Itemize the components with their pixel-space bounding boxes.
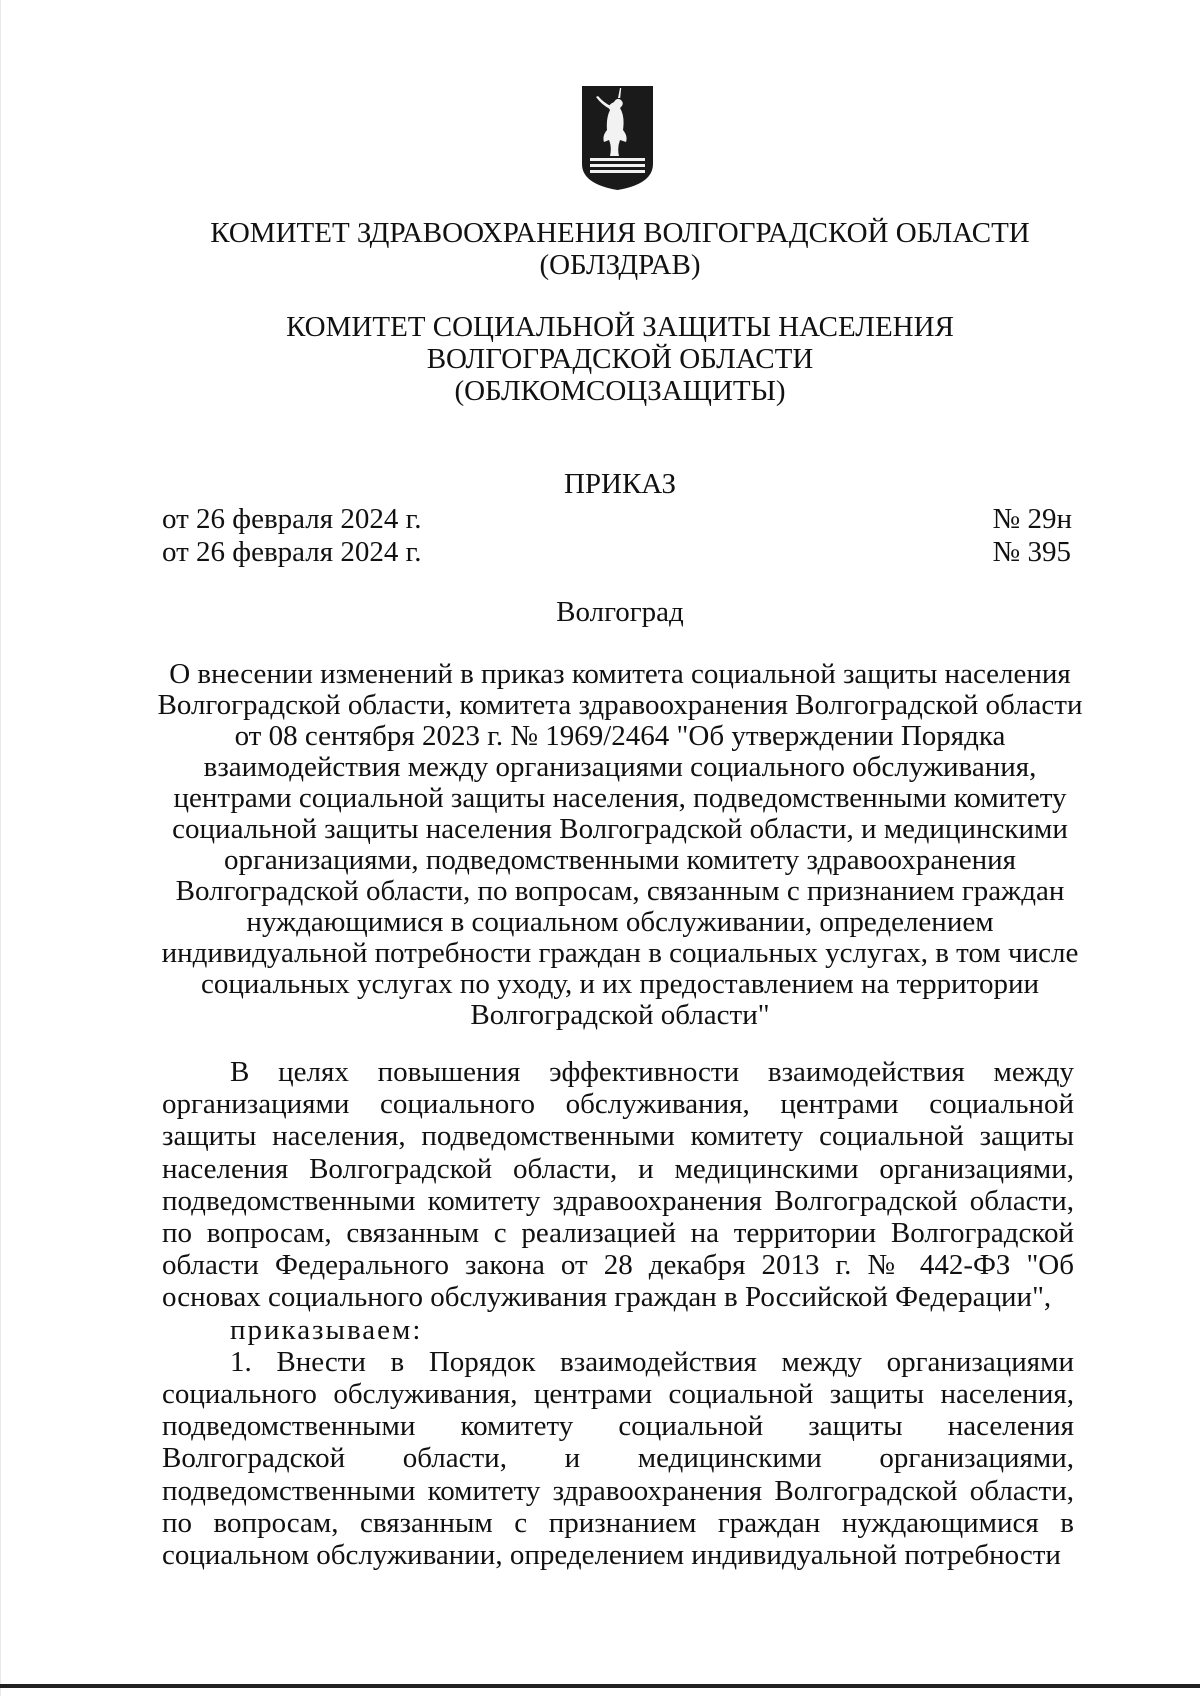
subject-line: индивидуальной потребности граждан в социальных услугах, в том числе	[161, 937, 1079, 969]
command-word: приказываем:	[230, 1313, 423, 1346]
org-name-social-line2: ВОЛГОГРАДСКОЙ ОБЛАСТИ	[426, 343, 814, 375]
subject-line: организациями, подведомственными комитету здравоохранения	[224, 844, 1016, 876]
order-numbers	[993, 503, 1072, 569]
subject-line: Волгоградской области, комитета здравоохранения Волгоградской области	[157, 689, 1083, 721]
order-body	[162, 1056, 1074, 1571]
city: Волгоград	[556, 596, 684, 628]
subject-line: нуждающимися в социальном обслуживании, определением	[246, 906, 994, 938]
order-date-1: от 26 февраля 2024 г.	[162, 503, 422, 535]
order-date-2: от 26 февраля 2024 г.	[162, 536, 422, 568]
subject-line: социальной защиты населения Волгоградской области, и медицинскими	[172, 813, 1068, 845]
order-subject	[0, 659, 1200, 1031]
subject-line: центрами социальной защиты населения, подведомственными комитету	[173, 782, 1067, 814]
order-dates	[162, 503, 421, 569]
subject-line: от 08 сентября 2023 г. № 1969/2464 "Об утверждении Порядка	[234, 720, 1006, 752]
preamble-paragraph: В целях повышения эффективности взаимодействия между организациями социального обслуживания, центрами социальной защиты населения, подведомственными комитету социальной защиты населения Волгоградской области, и медицинскими организациями, подведомственными комитету здравоохранения Волгоградской области, по вопросам, связанным с реализацией на территории Волгоградской области Федерального закона от 28 декабря 2013 г. № 442-ФЗ "Об основах социального обслуживания граждан в Российской Федерации",	[162, 1056, 1074, 1314]
order-number-2: № 395	[992, 536, 1071, 568]
item-1-paragraph: 1. Внести в Порядок взаимодействия между организациями социального обслуживания, центрами социальной защиты населения, подведомственными комитету социальной защиты населения Волгоградской области, и медицинскими организациями, подведомственными комитету здравоохранения Волгоградской области, по вопросам, связанным с признанием граждан нуждающимися в социальном обслуживании, определением индивидуальной потребности	[162, 1345, 1074, 1572]
org-name-health: КОМИТЕТ ЗДРАВООХРАНЕНИЯ ВОЛГОГРАДСКОЙ ОБЛАСТИ	[210, 217, 1030, 249]
volgograd-coat-of-arms-icon	[580, 84, 655, 192]
subject-line: О внесении изменений в приказ комитета социальной защиты населения	[169, 658, 1071, 690]
subject-line: взаимодействия между организациями социального обслуживания,	[203, 751, 1037, 783]
subject-line: социальных услугах по уходу, и их предоставлением на территории	[200, 968, 1040, 1000]
document-type: ПРИКАЗ	[563, 468, 677, 500]
order-number-1: № 29н	[992, 503, 1072, 535]
org-abbr-health: (ОБЛЗДРАВ)	[539, 249, 701, 281]
page-bottom-edge	[0, 1684, 1200, 1688]
subject-line: Волгоградской области, по вопросам, связанным с признанием граждан	[175, 875, 1065, 907]
org-header-social	[0, 311, 1200, 407]
subject-line: Волгоградской области"	[470, 999, 770, 1031]
org-header-health	[0, 217, 1200, 281]
org-name-social-line1: КОМИТЕТ СОЦИАЛЬНОЙ ЗАЩИТЫ НАСЕЛЕНИЯ	[286, 311, 954, 343]
org-abbr-social: (ОБЛКОМСОЦЗАЩИТЫ)	[454, 375, 786, 407]
